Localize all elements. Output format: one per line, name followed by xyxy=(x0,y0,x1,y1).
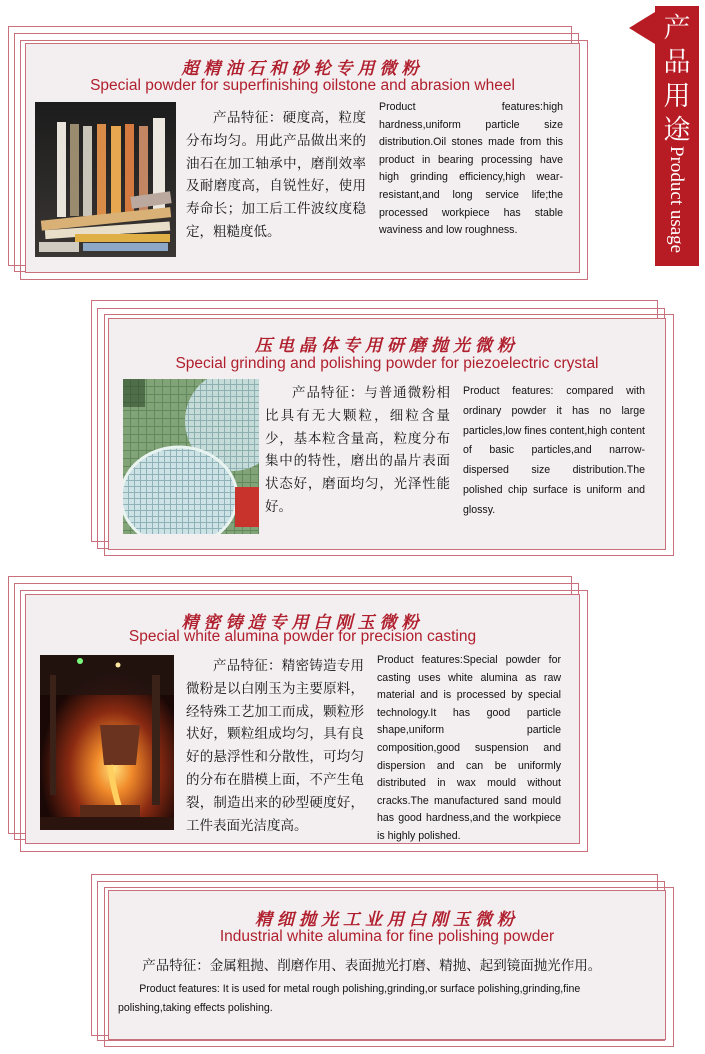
section-title-zh: 超精油石和砂轮专用微粉 xyxy=(181,59,424,79)
section-title-en: Special grinding and polishing powder for piezoelectric crystal xyxy=(175,355,599,372)
section-title-en: Special white alumina powder for precision casting xyxy=(128,628,477,645)
features-en: Product features:high hardness,uniform particle size distribution.Oil stones made from this product in bearing processing have high grinding efficiency,high wear-resistant,and long service life;the processed workpiece has stable waviness and low roughness. xyxy=(379,101,563,237)
section-title-en: Industrial white alumina for fine polishing powder xyxy=(219,928,555,945)
features-zh: 产品特征：硬度高，粒度分布均匀。用此产品做出来的油石在加工轴承中，磨削效率及耐磨度高，自锐性好，使用寿命长；加工后工件波纹度稳定，粗糙度低。 xyxy=(186,110,366,240)
features-en: Product features:Special powder for casting uses white alumina as raw material and is processed by special technology.It has good particle shape,uniform particle composition,good suspension and dispersion and can be uniformly distributed in wax mould without cracks.The manufactured sand mould has good hardness,and the workpiece is highly polished. xyxy=(377,654,561,842)
features-en: Product features: compared with ordinary powder it has no large particles,low fines content,high content of basic particles,and narrow-dispersed size distribution.The polished chip surface is uniform and glossy. xyxy=(463,385,645,516)
section-title-zh: 精密铸造专用白刚玉微粉 xyxy=(181,613,424,633)
ribbon-title-en: Product usage xyxy=(666,146,687,254)
section-title-zh: 压电晶体专用研磨抛光微粉 xyxy=(255,336,519,356)
features-zh: 产品特征：精密铸造专用微粉是以白刚玉为主要原料，经特殊工艺加工而成，颗粒形状好，颗粒组成均匀，具有良好的悬浮性和分散性，可均匀的分布在腊模上面，不产生龟裂，制造出来的砂型硬度好，工件表面光洁度高。 xyxy=(186,658,364,834)
features-en: Product features: It is used for metal rough polishing,grinding,or surface polishing,grinding,fine polishing,taking effects polishing. xyxy=(118,983,581,1014)
features-zh: 产品特征：金属粗抛、削磨作用、表面抛光打磨、精抛、起到镜面抛光作用。 xyxy=(142,958,602,974)
features-zh: 产品特征：与普通微粉相比具有无大颗粒，细粒含量少，基本粒含量高，粒度分布集中的特性，磨出的晶片表面状态好，磨面均匀，光泽性能好。 xyxy=(265,385,450,515)
section-title-en: Special powder for superfinishing oilstone and abrasion wheel xyxy=(90,77,515,94)
ribbon-title-zh: 产 品 用 途 xyxy=(663,13,691,146)
section-title-zh: 精细抛光工业用白刚玉微粉 xyxy=(255,910,519,930)
